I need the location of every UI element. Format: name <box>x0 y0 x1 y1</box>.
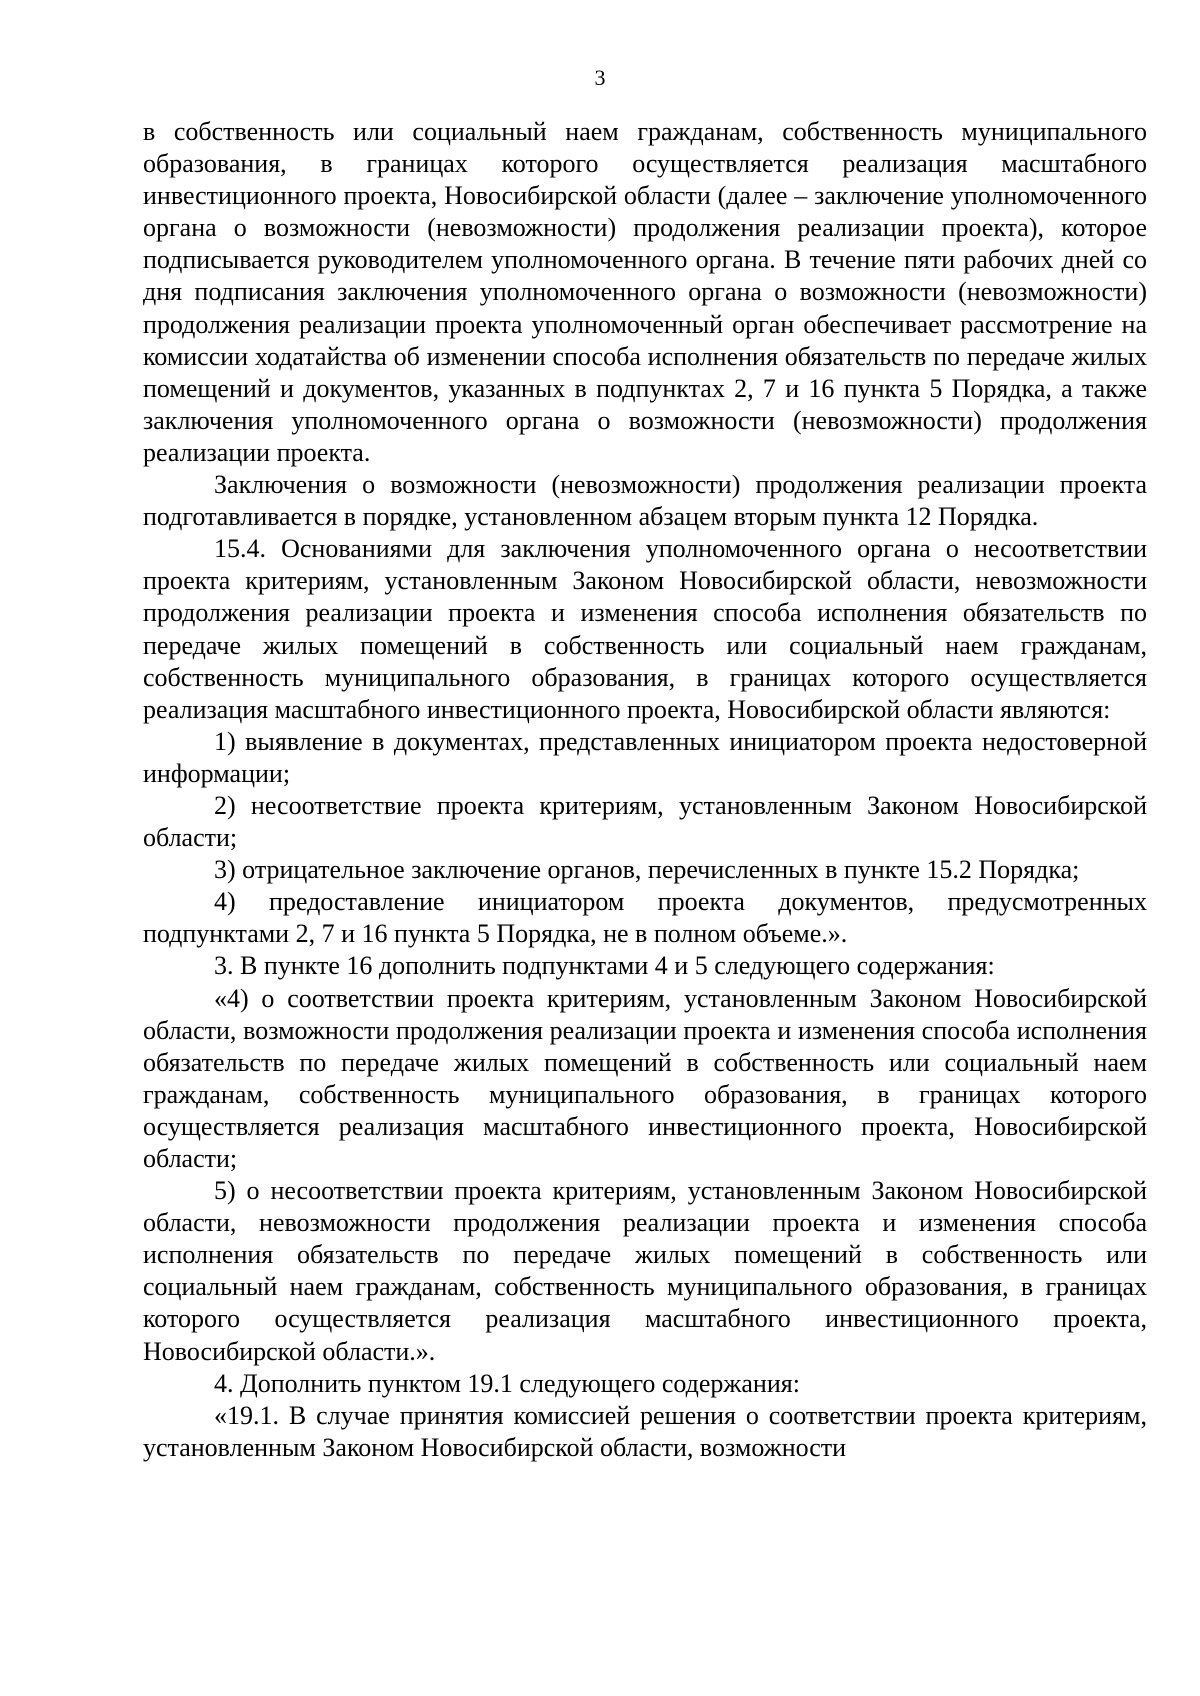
paragraph-conclusion-preparation: Заключения о возможности (невозможности) продолжения реализации проекта подготавливается в порядке, установленном абзацем вторым пункта 12 Порядка. <box>143 470 1147 532</box>
paragraph-15-4: 15.4. Основаниями для заключения уполномоченного органа о несоответствии проекта критериям, установленным Законом Новосибирской области, невозможности продолжения реализации проекта и изменения способа исполнения обязательств по передаче жилых помещений в собственность или социальный наем гражданам, собственность муниципального образования, в границах которого осуществляется реализация масштабного инвестиционного проекта, Новосибирской области являются: <box>143 534 1147 724</box>
list-item-16-4: «4) о соответствии проекта критериям, установленным Законом Новосибирской области, возможности продолжения реализации проекта и изменения способа исполнения обязательств по передаче жилых помещений в собственность или социальный наем гражданам, собственность муниципального образования, в границах которого осуществляется реализация масштабного инвестиционного проекта, Новосибирской области; <box>143 983 1147 1173</box>
list-item-15-4-3: 3) отрицательное заключение органов, перечисленных в пункте 15.2 Порядка; <box>214 855 1080 885</box>
paragraph-amendment-4: 4. Дополнить пунктом 19.1 следующего содержания: <box>214 1368 800 1398</box>
document-body <box>143 116 1147 1464</box>
list-item-15-4-4: 4) предоставление инициатором проекта документов, предусмотренных подпунктами 2, 7 и 16 пункта 5 Порядка, не в полном объеме.». <box>143 887 1147 949</box>
paragraph-19-1: «19.1. В случае принятия комиссией решения о соответствии проекта критериям, установленным Законом Новосибирской области, возможности <box>143 1400 1147 1462</box>
list-item-16-5: 5) о несоответствии проекта критериям, установленным Законом Новосибирской области, невозможности продолжения реализации проекта и изменения способа исполнения обязательств по передаче жилых помещений в собственность или социальный наем гражданам, собственность муниципального образования, в границах которого осуществляется реализация масштабного инвестиционного проекта, Новосибирской области.». <box>143 1176 1147 1366</box>
paragraph-continuation: в собственность или социальный наем гражданам, собственность муниципального образования, в границах которого осуществляется реализация масштабного инвестиционного проекта, Новосибирской области (далее – заключение уполномоченного органа о возможности (невозможности) продолжения реализации проекта), которое подписывается руководителем уполномоченного органа. В течение пяти рабочих дней со дня подписания заключения уполномоченного органа о возможности (невозможности) продолжения реализации проекта уполномоченный орган обеспечивает рассмотрение на комиссии ходатайства об изменении способа исполнения обязательств по передаче жилых помещений и документов, указанных в подпунктах 2, 7 и 16 пункта 5 Порядка, а также заключения уполномоченного органа о возможности (невозможности) продолжения реализации проекта. <box>143 117 1147 467</box>
list-item-15-4-2: 2) несоответствие проекта критериям, установленным Законом Новосибирской области; <box>143 790 1147 853</box>
paragraph-amendment-3: 3. В пункте 16 дополнить подпунктами 4 и 5 следующего содержания: <box>214 951 995 981</box>
page-number: 3 <box>594 65 606 90</box>
list-item-15-4-1: 1) выявление в документах, представленных инициатором проекта недостоверной информации; <box>143 726 1147 788</box>
